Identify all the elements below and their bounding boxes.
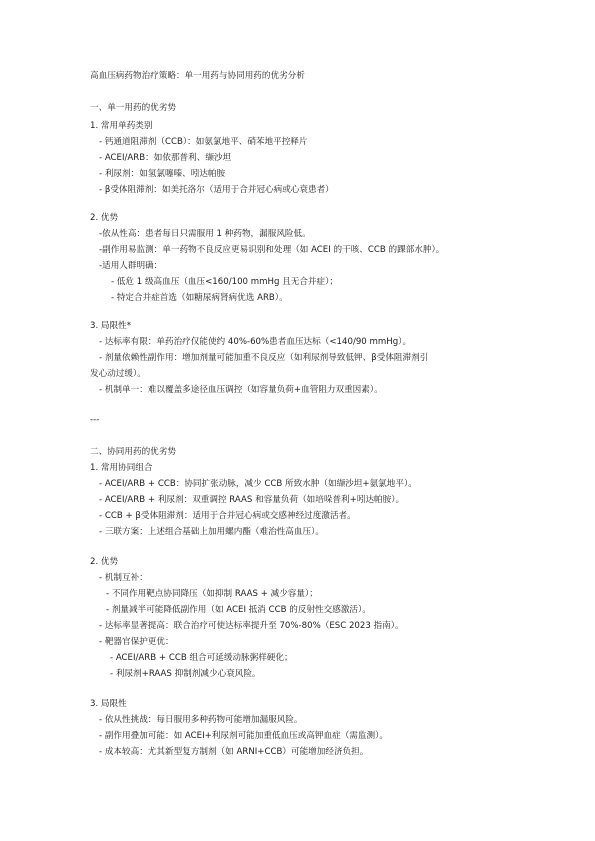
list-item: - 成本较高：尤其新型复方制剂（如 ARNI+CCB）可能增加经济负担。 [99,747,369,757]
list-item: - ACEI/ARB + 利尿剂：双重调控 RAAS 和容量负荷（如培哚普利+吲达帕胺）。 [99,495,405,505]
list-item: - CCB + β受体阻滞剂：适用于合并冠心病或交感神经过度激活者。 [99,511,356,521]
list-item: 发心动过缓）。 [90,369,146,379]
section-2-heading: 二、协同用药的优劣势 [90,447,176,457]
list-item: - ACEI/ARB + CCB 组合可延缓动脉粥样硬化； [110,653,293,663]
list-item: - 不同作用靶点协同降压（如抑制 RAAS + 减少容量）； [106,589,318,599]
list-item: - 利尿剂+RAAS 抑制剂减少心衰风险。 [110,669,261,679]
list-item: - 副作用叠加可能：如 ACEI+利尿剂可能加重低血压或高钾血症（需监测）。 [99,731,388,741]
list-item: - 剂量减半可能降低副作用（如 ACEI 抵消 CCB 的反射性交感激活）。 [106,605,371,615]
section-2-sub-1-heading: 1. 常用协同组合 [90,463,153,473]
section-1-heading: 一、单一用药的优劣势 [90,103,176,113]
list-item: - 钙通道阻滞剂（CCB）：如氨氯地平、硝苯地平控释片 [99,137,308,147]
list-item: - ACEI/ARB + CCB：协同扩张动脉，减少 CCB 所致水肿（如缬沙坦+氨氯地平）。 [99,479,417,489]
list-item: - 利尿剂：如氢氯噻嗪、吲达帕胺 [99,169,226,179]
list-item: -副作用易监测：单一药物不良反应更易识别和处理（如 ACEI 的干咳、CCB 的踝部水肿）。 [99,245,445,255]
section-1-sub-1-heading: 1. 常用单药类别 [90,121,153,131]
list-item: -依从性高：患者每日只需服用 1 种药物，漏服风险低。 [99,229,311,239]
list-item: - 达标率有限：单药治疗仅能使约 40%-60%患者血压达标（<140/90 mmHg）。 [99,337,412,347]
list-item: - 靶器官保护更优： [99,637,174,647]
list-item: - 特定合并症首选（如糖尿病肾病优选 ARB）。 [111,293,288,303]
separator: --- [90,415,100,425]
section-1-sub-2-heading: 2. 优势 [90,213,119,223]
list-item: - 达标率显著提高：联合治疗可使达标率提升至 70%-80%（ESC 2023 指南）。 [99,621,404,631]
document-title: 高血压病药物治疗策略：单一用药与协同用药的优劣分析 [90,71,305,81]
list-item: - 依从性挑战：每日服用多种药物可能增加漏服风险。 [99,715,303,725]
list-item: - 机制互补： [99,573,148,583]
list-item: - ACEI/ARB：如依那普利、缬沙坦 [99,153,232,163]
list-item: - 三联方案：上述组合基础上加用螺内酯（难治性高血压）。 [99,527,324,537]
section-1-sub-3-heading: 3. 局限性* [90,321,132,331]
list-item: - 低危 1 级高血压（血压<160/100 mmHg 且无合并症）； [111,277,338,287]
list-item: - 机制单一：难以覆盖多途径血压调控（如容量负荷+血管阻力双重因素）。 [99,385,383,395]
section-2-sub-3-heading: 3. 局限性 [90,699,127,709]
section-2-sub-2-heading: 2. 优势 [90,557,119,567]
list-item: - 剂量依赖性副作用：增加剂量可能加重不良反应（如利尿剂导致低钾、β受体阻滞剂引 [99,353,429,363]
list-item: -适用人群明确： [99,261,163,271]
list-item: - β受体阻滞剂：如美托洛尔（适用于合并冠心病或心衰患者） [99,185,334,195]
